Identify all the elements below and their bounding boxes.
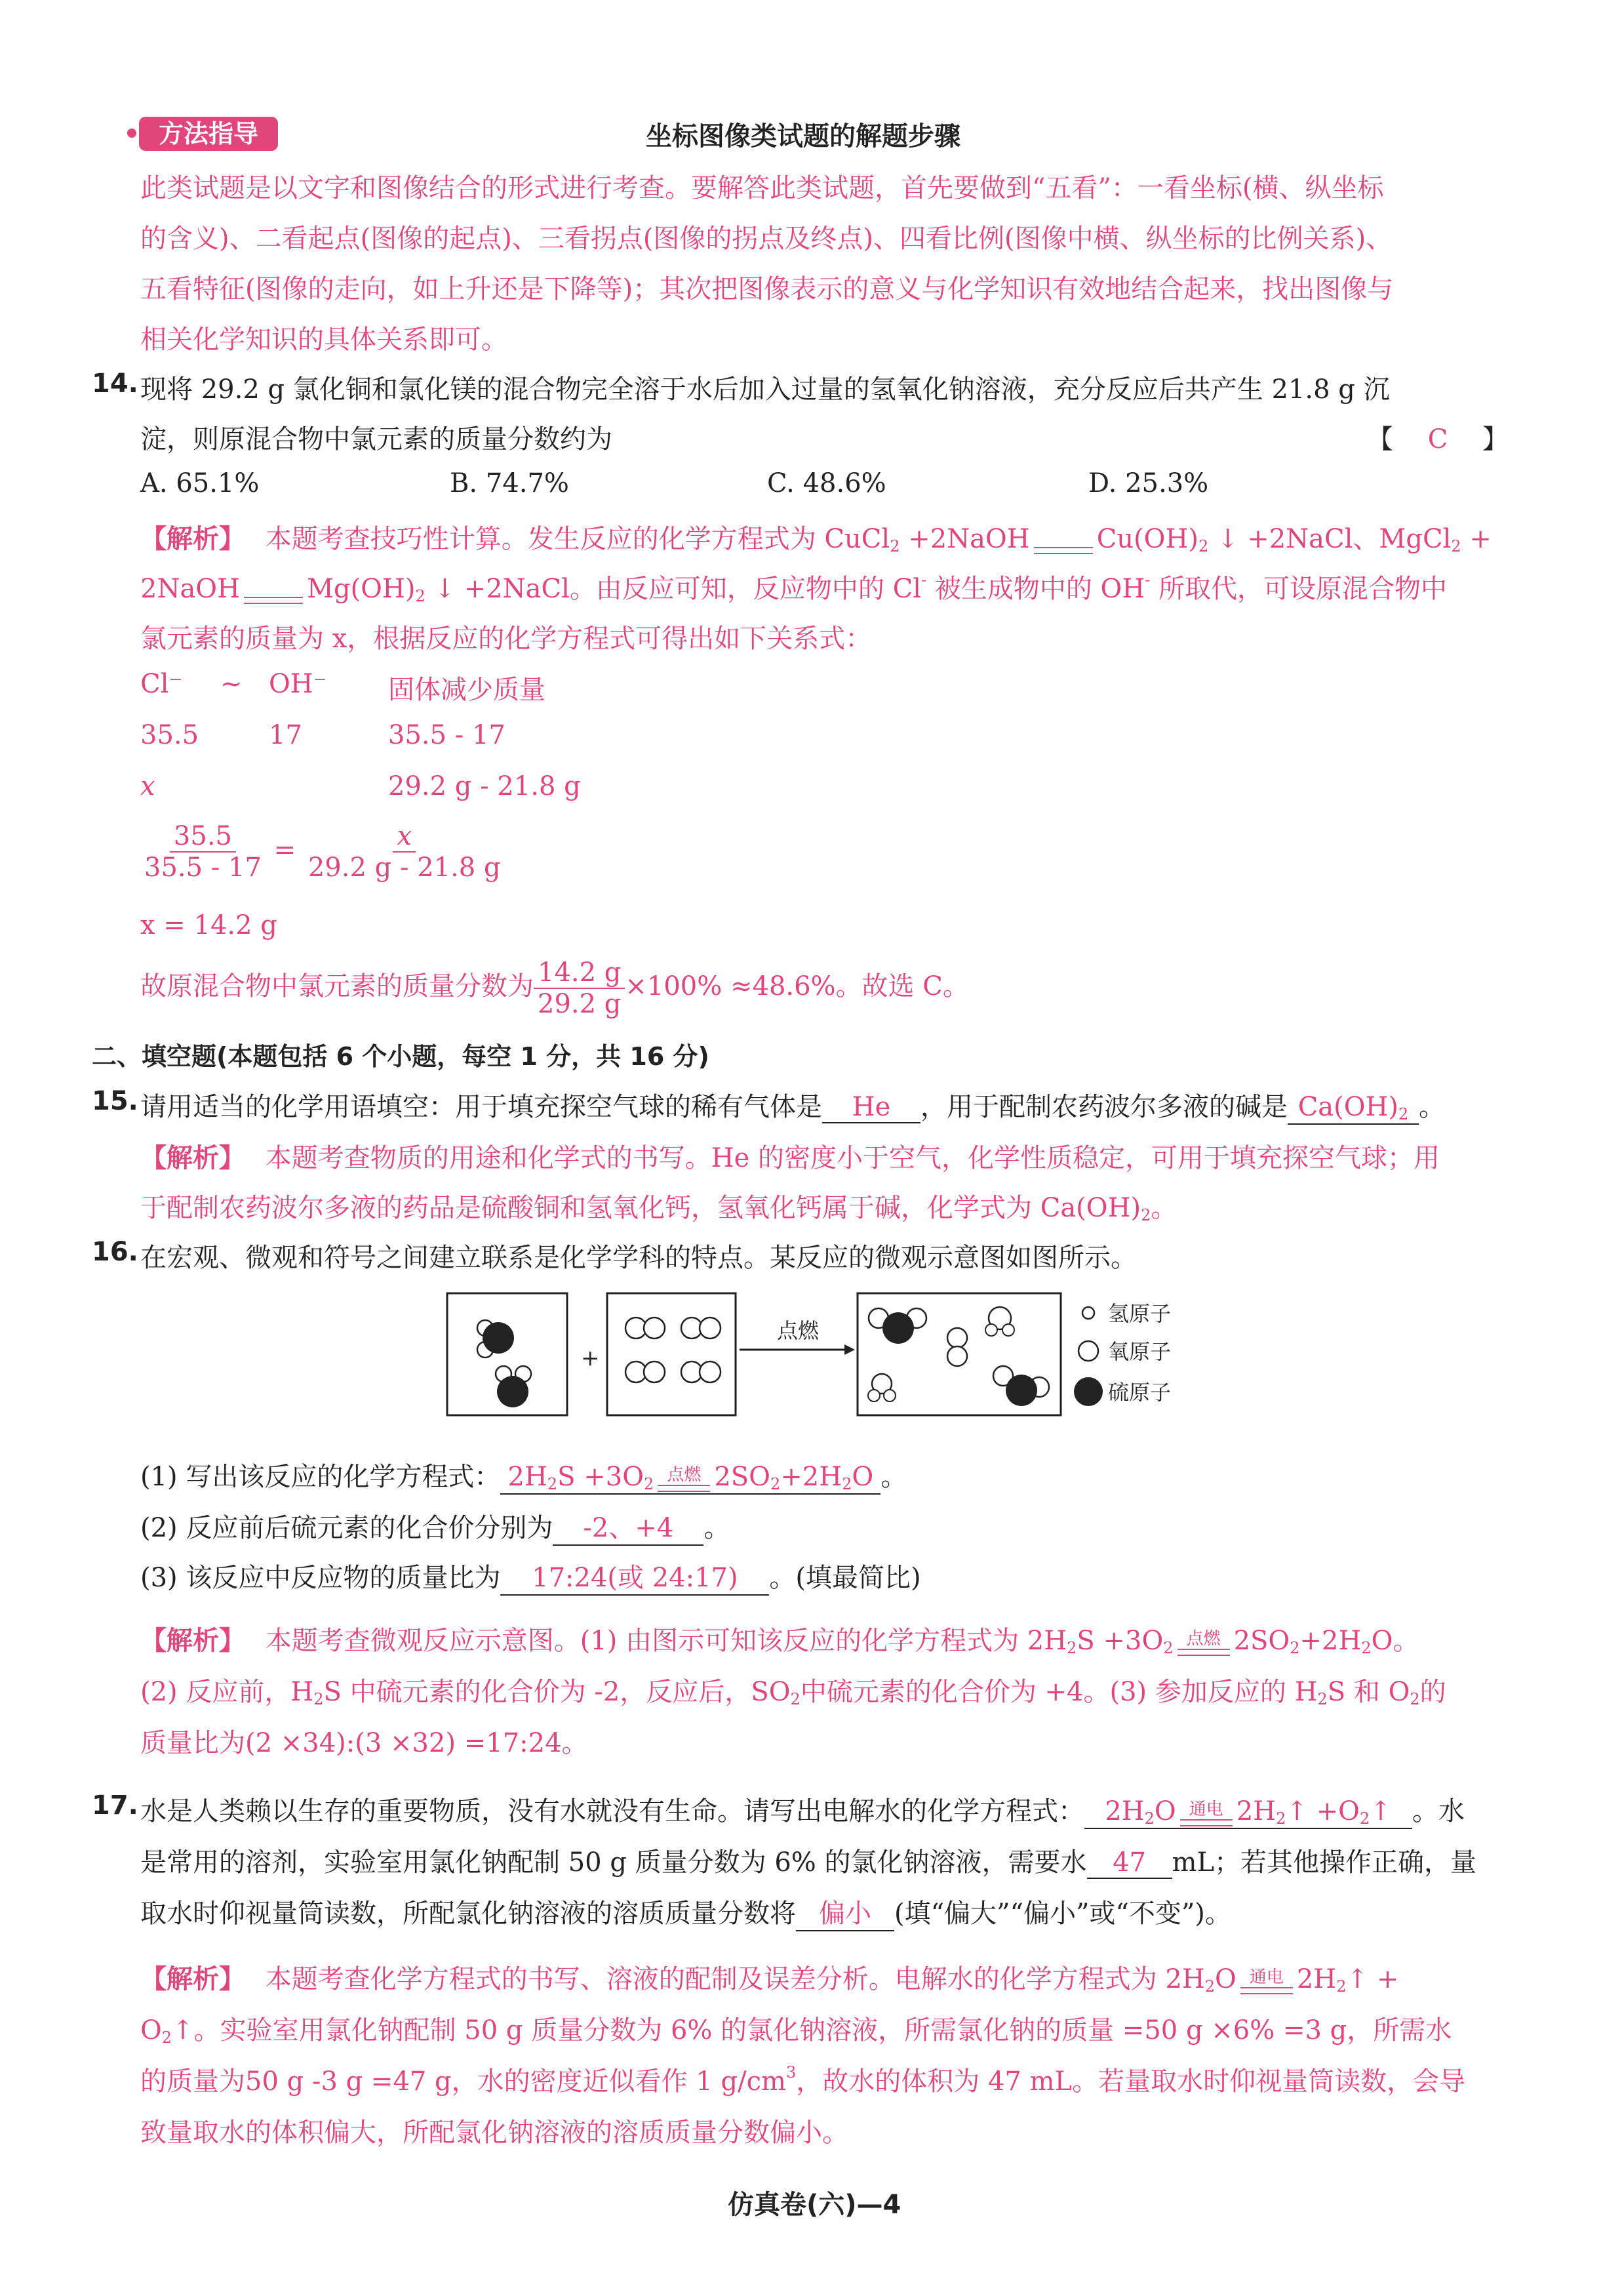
fraction-left	[140, 821, 266, 883]
q16-part-2	[140, 1507, 730, 1546]
q14-conclusion	[140, 957, 969, 1019]
q17-number: 17.	[92, 1790, 138, 1821]
q14-a2-prod: Mg(OH)	[306, 574, 416, 604]
q16-stem: 在宏观、微观和符号之间建立联系是化学学科的特点。某反应的微观示意图如图所示。	[140, 1243, 1137, 1273]
q17-a1-b: O	[1215, 1964, 1237, 1994]
q17-a1: 本题考查化学方程式的书写、溶液的配制及误差分析。电解水的化学方程式为 2H	[265, 1964, 1205, 1994]
eq-b: O	[1154, 1796, 1176, 1826]
o2-molecule	[625, 1361, 665, 1382]
q15-answer-2: $Ca(OH)_2$	[1288, 1092, 1419, 1125]
q14-option-c: C. 48.6%	[767, 468, 886, 498]
q16-a1-b: S +3O	[1077, 1626, 1164, 1656]
q15-t1: 请用适当的化学用语填空：用于填充探空气球的稀有气体是	[140, 1092, 822, 1122]
legend-oxygen: 氧原子	[1108, 1339, 1172, 1364]
frac-den: 35.5 - 17	[144, 853, 262, 883]
q14-analysis-line-3: 氯元素的质量为 x，根据反应的化学方程式可得出如下关系式：	[140, 624, 872, 654]
q16-a1-e: O。	[1371, 1626, 1419, 1656]
so2-molecule	[869, 1308, 926, 1344]
q17-analysis-line-4: 致量取水的体积偏大，所配氯化钠溶液的溶质质量分数偏小。	[140, 2118, 848, 2148]
eq-a: 2H	[1105, 1796, 1145, 1826]
q15-analysis-line-1	[140, 1137, 1440, 1175]
rel-r1-c2: 17	[269, 720, 302, 750]
q14-answer-bracket	[1367, 418, 1509, 456]
rel-head-tilde: ~	[220, 669, 243, 699]
condition-electrolysis: 通电	[1180, 1801, 1233, 1826]
plus-sign: +	[581, 1345, 600, 1371]
ans-e: O	[852, 1462, 874, 1492]
micro-reaction-diagram	[446, 1292, 1200, 1423]
rel-head-oh: OH⁻	[269, 669, 327, 699]
q16-a2-c: 中硫元素的化合价为 +4。(3) 参加反应的 H	[800, 1677, 1318, 1707]
q16-p2-answer: -2、+4	[553, 1507, 703, 1546]
rel-r1-c1: 35.5	[140, 720, 199, 750]
q14-a1-text: 本题考查技巧性计算。发生反应的化学方程式为 CuCl	[265, 524, 890, 554]
q15-ans2-text: Ca(OH)	[1297, 1092, 1399, 1122]
q15-answer-1: He	[822, 1092, 920, 1123]
eq-d: ↑ +O	[1286, 1796, 1360, 1826]
equals-sign	[244, 578, 303, 604]
q16-p3: (3) 该反应中反应物的质量比为	[140, 1563, 501, 1593]
rel-r1-c3: 35.5 - 17	[388, 720, 505, 750]
section-title: 二、填空题(本题包括 6 个小题，每空 1 分，共 16 分)	[92, 1042, 709, 1071]
q16-analysis-label: 【解析】	[140, 1625, 245, 1656]
eq-sign: =	[273, 835, 296, 865]
o2-molecule	[625, 1318, 665, 1339]
rel-r2-c3: 29.2 g - 21.8 g	[388, 771, 581, 801]
h2s-molecule	[477, 1320, 514, 1358]
q14-analysis-line-2: 2NaOH $Mg(OH)_2$ ↓ +2NaCl。由反应可知，反应物中的 Cl- 被生成物中的 OH- 所取代，可设原混合物中	[140, 570, 1448, 605]
h2s-molecule	[496, 1366, 531, 1407]
method-line-1: 此类试题是以文字和图像结合的形式进行考查。要解答此类试题，首先要做到“五看”：一看坐标(横、纵坐标	[140, 173, 1384, 203]
q14-a1-rest: +2NaOH	[908, 524, 1030, 554]
q16-a2-b: S 中硫元素的化合价为 -2，反应后，SO	[323, 1677, 791, 1707]
o2-molecule	[681, 1361, 721, 1382]
legend-hydrogen: 氢原子	[1108, 1301, 1172, 1326]
q17-t1-end: 。水	[1412, 1796, 1465, 1826]
q14-a2-mid: 被生成物中的 OH	[934, 574, 1145, 604]
q16-p1-end: 。	[881, 1462, 907, 1492]
q16-analysis-line-1: 【解析】 本题考查微观反应示意图。(1) 由图示可知该反应的化学方程式为 $2H_2S +3O_2$ 点燃 $2SO_2+2H_2O$。	[140, 1625, 1419, 1657]
q16-a1-d: +2H	[1299, 1626, 1362, 1656]
frac-den: 29.2 g - 21.8 g	[307, 853, 501, 883]
q14-a2-end: 所取代，可设原混合物中	[1158, 574, 1448, 604]
q17-t2-end: mL；若其他操作正确，量	[1172, 1847, 1477, 1878]
q17-equation-answer: $2H_2O$ 通电 $2H_2↑$ $+O_2↑$	[1084, 1796, 1412, 1829]
rel-head-loss: 固体减少质量	[388, 675, 545, 705]
conc-start: 故原混合物中氯元素的质量分数为	[140, 971, 534, 1001]
q14-proportion	[140, 821, 505, 883]
q14-analysis-label: 【解析】	[140, 523, 245, 554]
q14-answer: C	[1427, 424, 1448, 454]
q16-p3-answer: 17:24(或 24:17)	[500, 1557, 769, 1596]
fraction-percent	[534, 957, 625, 1019]
o2-molecule	[681, 1318, 721, 1339]
ans-a: 2H	[507, 1462, 547, 1492]
q17-t3-end: (填“偏大”“偏小”或“不变”)。	[894, 1899, 1231, 1929]
q17-analysis-line-2: $O_2↑$。实验室用氯化钠配制 50 g 质量分数为 6% 的氯化钠溶液，所需氯化钠的质量 =50 g ×6% =3 g，所需水	[140, 2015, 1452, 2047]
q14-stem-1: 现将 29.2 g 氯化铜和氯化镁的混合物完全溶于水后加入过量的氢氧化钠溶液，充分反应后共产生 21.8 g 沉	[140, 374, 1390, 405]
q14-bracket-left: 【	[1367, 424, 1393, 454]
q16-a1: 本题考查微观反应示意图。(1) 由图示可知该反应的化学方程式为 2H	[265, 1626, 1067, 1656]
condition-ignite: 点燃	[1178, 1630, 1230, 1656]
equals-sign	[1034, 529, 1093, 554]
q15-a2: 于配制农药波尔多液的药品是硫酸铜和氢氧化钙，氢氧化钙属于碱，化学式为 Ca(OH)	[140, 1193, 1141, 1223]
frac-num: 35.5	[170, 821, 236, 853]
q14-option-d: D. 25.3%	[1088, 468, 1209, 498]
arrow-label: 点燃	[777, 1318, 820, 1343]
q15-t2: ，用于配制农药波尔多液的碱是	[920, 1092, 1288, 1122]
q17-a1-c: 2H	[1296, 1964, 1337, 1994]
eq-e: ↑	[1370, 1796, 1392, 1826]
q17-stem-3	[140, 1893, 1231, 1931]
page-footer: 仿真卷(六)—4	[728, 2190, 901, 2220]
q14-a1-prod: Cu(OH)	[1096, 524, 1198, 554]
q16-analysis-line-2: (2) 反应前，$H_2S$ 中硫元素的化合价为 -2，反应后，$SO_2$中硫元素的化合价为 +4。(3) 参加反应的 $H_2S$ 和 $O_2$的	[140, 1677, 1446, 1708]
q16-number: 16.	[92, 1237, 138, 1267]
legend-oxygen-marker	[1079, 1341, 1098, 1361]
frac-den: 29.2 g	[538, 989, 622, 1019]
ans-b: S +3O	[557, 1462, 644, 1492]
q14-bracket-right: 】	[1482, 424, 1509, 454]
q17-a2: O	[140, 2015, 162, 2045]
arrow-head	[844, 1344, 855, 1355]
fraction-right	[304, 821, 505, 883]
frac-num: 14.2 g	[534, 957, 625, 989]
q14-a2-start: 2NaOH	[140, 574, 240, 604]
q14-stem-2: 淀，则原混合物中氯元素的质量分数约为	[140, 424, 612, 454]
q16-analysis-line-3: 质量比为(2 ×34):(3 ×32) =17:24。	[140, 1728, 588, 1758]
q14-option-b: B. 74.7%	[450, 468, 569, 498]
q16-a2: (2) 反应前，H	[140, 1677, 314, 1707]
q17-analysis-label: 【解析】	[140, 1964, 245, 1994]
q17-t3: 取水时仰视量筒读数，所配氯化钠溶液的溶质质量分数将	[140, 1899, 796, 1929]
legend-hydrogen-marker	[1082, 1307, 1094, 1319]
rel-head-cl: Cl⁻	[140, 669, 183, 699]
condition-ignite: 点燃	[658, 1466, 710, 1492]
q15-t3: 。	[1419, 1092, 1445, 1122]
method-line-4: 相关化学知识的具体关系即可。	[140, 325, 507, 355]
so2-molecule	[993, 1366, 1049, 1406]
q17-a2-b: ↑。实验室用氯化钠配制 50 g 质量分数为 6% 的氯化钠溶液，所需氯化钠的质量 =50 g ×6% =3 g，所需水	[172, 2015, 1452, 2045]
method-tag: 方法指导	[139, 117, 278, 151]
method-line-2: 的含义)、二看起点(图像的起点)、三看拐点(图像的拐点及终点)、四看比例(图像中横、纵坐标的比例关系)、	[140, 224, 1393, 254]
conc-end: ×100% ≈48.6%。故选 C。	[625, 971, 969, 1001]
q17-a3: 的质量为50 g -3 g =47 g，水的密度近似看作 1 g/cm	[140, 2066, 786, 2097]
q14-a1-end: +	[1469, 524, 1492, 554]
q17-analysis-line-1: 【解析】 本题考查化学方程式的书写、溶液的配制及误差分析。电解水的化学方程式为 $2H_2O$ 通电 $2H_2↑$ +	[140, 1964, 1399, 1996]
q16-p1: (1) 写出该反应的化学方程式：	[140, 1462, 501, 1492]
ans-c: 2SO	[714, 1462, 770, 1492]
q16-part-1	[140, 1456, 907, 1495]
q16-p2: (2) 反应前后硫元素的化合价分别为	[140, 1513, 553, 1543]
q16-a2-d: S 和 O	[1327, 1677, 1410, 1707]
rel-r2-c1: x	[140, 771, 155, 801]
q14-x-result: x = 14.2 g	[140, 910, 277, 940]
q14-option-a: A. 65.1%	[140, 468, 260, 498]
h2o-molecule	[868, 1374, 896, 1401]
q16-a1-c: 2SO	[1233, 1626, 1290, 1656]
condition-electrolysis: 通电	[1240, 1969, 1293, 1994]
q15-analysis-line-2: 于配制农药波尔多液的药品是硫酸铜和氢氧化钙，氢氧化钙属于碱，化学式为 $Ca(OH)_2$。	[140, 1193, 1178, 1224]
q17-t2: 是常用的溶剂，实验室用氯化钠配制 50 g 质量分数为 6% 的氯化钠溶液，需要水	[140, 1847, 1087, 1878]
q15-number: 15.	[92, 1086, 138, 1116]
q17-a1-d: ↑ +	[1346, 1964, 1399, 1994]
method-title: 坐标图像类试题的解题步骤	[646, 121, 960, 151]
q16-p1-answer: $2H_2S +3O_2$ 点燃 $2SO_2+2H_2O$	[500, 1462, 881, 1495]
q15-a2-end: 。	[1151, 1193, 1178, 1223]
q17-change-answer: 偏小	[796, 1893, 894, 1931]
q16-p3-end: 。(填最简比)	[769, 1563, 921, 1593]
method-line-3: 五看特征(图像的走向，如上升还是下降等)；其次把图像表示的意义与化学知识有效地结合起来，找出图像与	[140, 274, 1394, 304]
q17-a3-b: ，故水的体积为 47 mL。若量取水时仰视量筒读数，会导	[796, 2066, 1466, 2097]
frac-num: x	[393, 821, 416, 853]
ans-d: +2H	[780, 1462, 842, 1492]
reactant-box-2	[607, 1293, 736, 1415]
h2o-molecule	[985, 1307, 1014, 1336]
q15-stem	[140, 1086, 1445, 1125]
q15-a1: 本题考查物质的用途和化学式的书写。He 的密度小于空气，化学性质稳定，可用于填充探空气球；用	[265, 1143, 1440, 1173]
q14-a2-tail: ↓ +2NaCl。由反应可知，反应物中的 Cl	[433, 574, 921, 604]
q14-number: 14.	[92, 369, 138, 399]
q17-stem-1	[140, 1790, 1465, 1829]
q17-stem-2	[140, 1842, 1476, 1879]
q17-water-answer: 47	[1087, 1847, 1172, 1879]
q14-analysis-line-1: 【解析】 本题考查技巧性计算。发生反应的化学方程式为 CuCl$_2$ +2NaOH $Cu(OH)_2$ ↓ +2NaCl、MgCl$_2$ +	[140, 523, 1492, 555]
legend-sulfur-marker	[1074, 1377, 1103, 1406]
eq-c: 2H	[1236, 1796, 1276, 1826]
q17-analysis-line-3: 的质量为50 g -3 g =47 g，水的密度近似看作 1 $g/cm^3$，故水的体积为 47 mL。若量取水时仰视量筒读数，会导	[140, 2063, 1466, 2097]
q14-a1-tail: ↓ +2NaCl、MgCl	[1216, 524, 1452, 554]
q16-a2-e: 的	[1419, 1677, 1446, 1707]
q16-p2-end: 。	[703, 1513, 730, 1543]
o2-molecule	[947, 1328, 967, 1366]
q17-t1: 水是人类赖以生存的重要物质，没有水就没有生命。请写出电解水的化学方程式：	[140, 1796, 1084, 1826]
q15-analysis-label: 【解析】	[140, 1142, 245, 1173]
q16-part-3	[140, 1557, 921, 1596]
legend-sulfur: 硫原子	[1108, 1380, 1172, 1405]
